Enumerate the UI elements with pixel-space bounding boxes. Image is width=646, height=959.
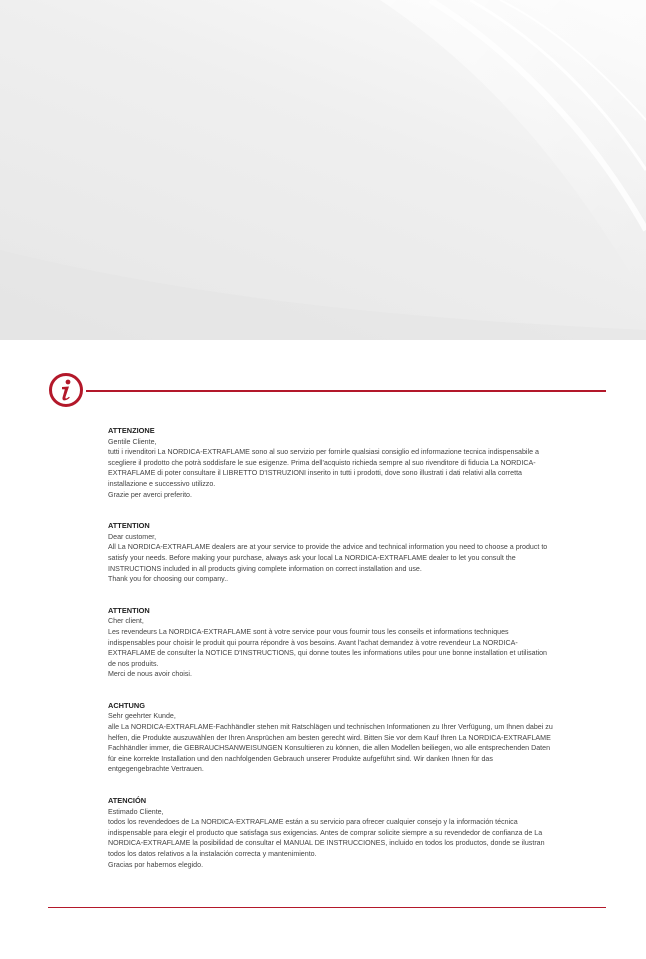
section-body: All La NORDICA-EXTRAFLAME dealers are at your service to provide the advice and technical information you need to choose a product to satisfy your needs. Before making your purchase, always ask your local La NORDICA-EXTRAFLAME dealer to let you consult the INSTRUCTIONS included in all products giving complete information on correct installation and use.	[108, 543, 548, 573]
decorative-swoosh	[0, 0, 646, 340]
section-title: ATTENTION	[108, 605, 150, 615]
section-closing: Thank you for choosing our company..	[108, 575, 229, 584]
notice-section-en	[108, 521, 553, 585]
section-title: ATTENZIONE	[108, 426, 155, 435]
section-title: ATTENTION	[108, 521, 150, 531]
top-divider	[86, 390, 606, 392]
notice-content	[108, 426, 553, 891]
section-greeting: Cher client,	[108, 617, 144, 626]
section-body: tutti i rivenditori La NORDICA-EXTRAFLAME sono al suo servizio per fornirle qualsiasi consiglio ed informazione tecnica indispensabile a scegliere il prodotto che potrà soddisfare le sue esigenze. Prima dell'acquisto richieda sempre al suo rivenditore di fiducia La NORDICA-EXTRAFLAME di poter consultare il LIBRETTO D'ISTRUZIONI inserito in tutti i prodotti, dove sono illustrati i dati relativi alla corretta installazione e successivo utilizzo.	[108, 448, 539, 488]
info-icon	[48, 372, 84, 408]
info-header	[48, 372, 606, 410]
section-greeting: Estimado Cliente,	[108, 807, 164, 816]
section-title: ATENCIÓN	[108, 796, 147, 806]
notice-section-it	[108, 426, 553, 500]
section-greeting: Sehr geehrter Kunde,	[108, 712, 176, 721]
section-closing: Gracias por habernos elegido.	[108, 860, 204, 869]
notice-section-de	[108, 701, 553, 775]
notice-section-es	[108, 796, 553, 870]
section-greeting: Dear customer,	[108, 532, 157, 541]
section-greeting: Gentile Cliente,	[108, 437, 157, 446]
section-title: ACHTUNG	[108, 700, 145, 710]
section-closing: Grazie per averci preferito.	[108, 490, 192, 499]
header-background	[0, 0, 646, 340]
section-closing: Merci de nous avoir choisi.	[108, 670, 192, 679]
bottom-divider	[48, 907, 606, 908]
section-body: alle La NORDICA-EXTRAFLAME-Fachhändler stehen mit Ratschlägen und technischen Informationen zu Ihrer Verfügung, um Ihnen dabei zu helfen, die Produkte auszuwählen der Ihren Ansprüchen am besten gerecht wird. Bitten Sie vor dem Kauf Ihren La NORDICA-EXTRAFLAME Fachhändler immer, die GEBRAUCHSANWEISUNGEN Konsultieren zu können, die allen Modellen beiliegen, wo alle entsprechenden Daten für eine korrekte Installation und den nachfolgenden Gebrauch unserer Produkte aufgeführt sind. Wir danken Ihnen für das entgegengebrachte Vertrauen.	[108, 723, 553, 774]
section-body: Les revendeurs La NORDICA-EXTRAFLAME sont à votre service pour vous fournir tous les conseils et informations techniques indispensables pour choisir le produit qui pourra répondre à vos besoins. Avant l'achat demandez à votre revendeur La NORDICA-EXTRAFLAME de consulter la NOTICE D'INSTRUCTIONS, qui donne toutes les informations utiles pour une bonne installation et utilisation de nos produits.	[108, 627, 548, 668]
notice-section-fr	[108, 606, 553, 680]
section-body: todos los revendedoes de La NORDICA-EXTRAFLAME están a su servicio para ofrecer cualquier consejo y la información técnica indispensable para elegir el producto que satisfaga sus exigencias. Antes de comprar solicite siempre a su revendedor de confianza de La NORDICA-EXTRAFLAME la posibilidad de consultar el MANUAL DE INSTRUCCIONES, incluido en todos los productos, donde se ilustran todos los datos relativos a la instalación correcta y mantenimiento.	[108, 818, 545, 858]
